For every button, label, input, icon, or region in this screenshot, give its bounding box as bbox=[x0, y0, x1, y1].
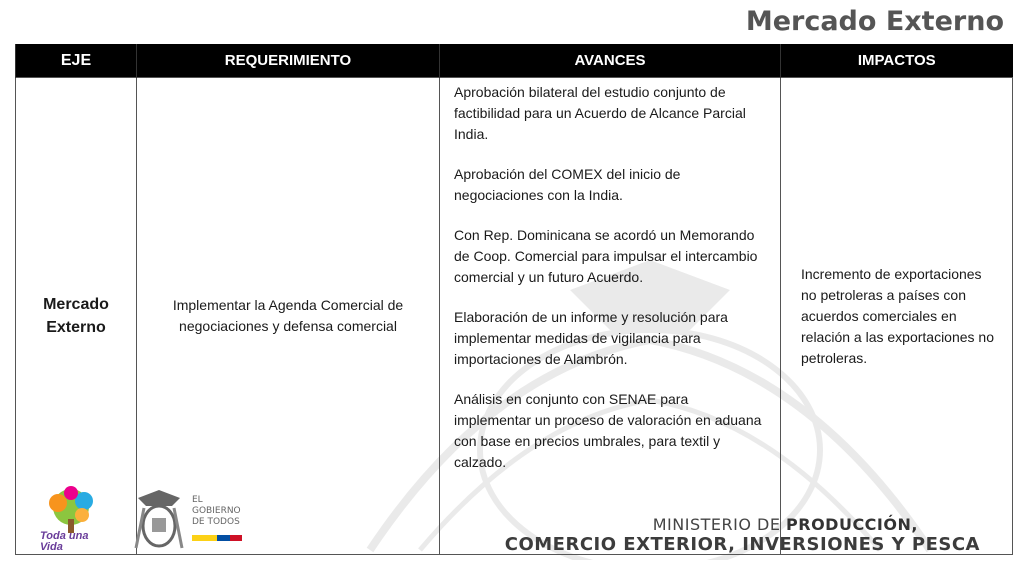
header-requerimiento: REQUERIMIENTO bbox=[137, 44, 440, 78]
ministry-line-1b: PRODUCCIÓN, bbox=[786, 515, 918, 534]
toda-una-vida-text: Toda una Vida bbox=[40, 530, 89, 553]
ministry-logo bbox=[505, 515, 980, 555]
avance-item: Aprobación bilateral del estudio conjunto de factibilidad para un Acuerdo de Alcance Parcial India. bbox=[454, 84, 746, 142]
footer-logos bbox=[38, 484, 242, 556]
gobierno-logo bbox=[132, 488, 242, 552]
cell-avances bbox=[440, 78, 781, 555]
header-avances: AVANCES bbox=[440, 44, 781, 78]
table-row bbox=[16, 78, 1013, 555]
avance-item: Elaboración de un informe y resolución para implementar medidas de vigilancia para importaciones de Alambrón. bbox=[454, 309, 728, 367]
gobierno-line-2: GOBIERNO bbox=[192, 505, 241, 516]
avance-item: Análisis en conjunto con SENAE para implementar un proceso de valoración en aduana con base en precios umbrales, para textil y calzado. bbox=[454, 391, 762, 470]
header-impactos: IMPACTOS bbox=[781, 44, 1013, 78]
ministry-line-2: COMERCIO EXTERIOR, INVERSIONES Y PESCA bbox=[504, 534, 980, 555]
coat-of-arms-icon bbox=[132, 488, 186, 552]
gobierno-line-1: EL bbox=[192, 494, 203, 505]
cell-requerimiento: Implementar la Agenda Comercial de negociaciones y defensa comercial bbox=[137, 78, 440, 555]
flag-stripe-icon bbox=[192, 535, 242, 541]
gobierno-line-3: DE TODOS bbox=[192, 516, 240, 527]
slide-title: Mercado Externo bbox=[745, 6, 1004, 37]
ministry-line-1a: MINISTERIO DE bbox=[652, 515, 787, 534]
cell-eje: Mercado Externo bbox=[16, 78, 137, 555]
toda-una-vida-logo bbox=[38, 485, 104, 555]
gobierno-text bbox=[192, 495, 242, 546]
avance-item: Aprobación del COMEX del inicio de negociaciones con la India. bbox=[454, 166, 681, 203]
data-table bbox=[15, 44, 1013, 555]
table-header-row bbox=[16, 44, 1013, 78]
ministry-line-1 bbox=[505, 515, 980, 534]
header-eje: EJE bbox=[16, 44, 137, 78]
cell-impactos: Incremento de exportaciones no petroleras a países con acuerdos comerciales en relación a las exportaciones no petroleras. bbox=[781, 78, 1013, 555]
avance-item: Con Rep. Dominicana se acordó un Memorando de Coop. Comercial para impulsar el intercambio comercial y un futuro Acuerdo. bbox=[454, 227, 758, 285]
